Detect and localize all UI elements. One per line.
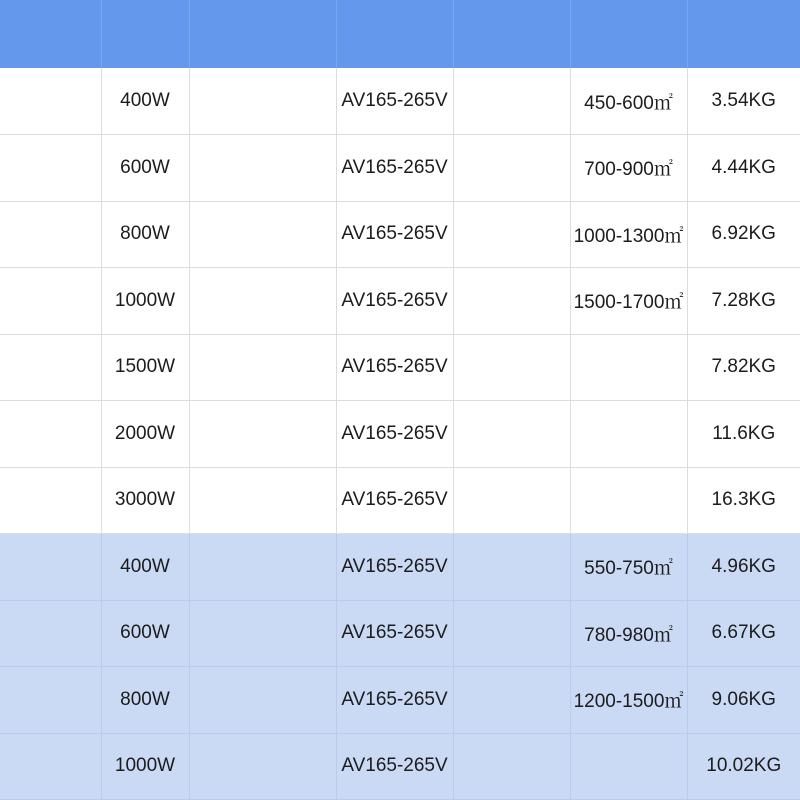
col3-cell (189, 667, 336, 734)
col5-cell (453, 135, 570, 202)
model-cell (0, 401, 101, 468)
weight-cell: 4.96KG (687, 534, 800, 601)
power-cell: 600W (101, 135, 189, 202)
area-cell: 1200-1500㎡ (570, 667, 687, 734)
area-cell (570, 401, 687, 468)
weight-cell: 16.3KG (687, 467, 800, 534)
col3-cell (189, 334, 336, 401)
area-cell: 1500-1700㎡ (570, 268, 687, 335)
voltage-cell: AV165-265V (336, 600, 453, 667)
voltage-cell: AV165-265V (336, 68, 453, 135)
header-col5 (453, 0, 570, 68)
table-row (0, 467, 800, 534)
power-cell: 400W (101, 534, 189, 601)
model-cell (0, 467, 101, 534)
weight-cell: 10.02KG (687, 733, 800, 800)
col5-cell (453, 201, 570, 268)
power-cell: 3000W (101, 467, 189, 534)
power-cell: 800W (101, 201, 189, 268)
col3-cell (189, 135, 336, 202)
power-cell: 1000W (101, 268, 189, 335)
col5-cell (453, 600, 570, 667)
table-row (0, 334, 800, 401)
col5-cell (453, 68, 570, 135)
model-cell (0, 334, 101, 401)
model-cell (0, 68, 101, 135)
weight-cell: 11.6KG (687, 401, 800, 468)
col3-cell (189, 733, 336, 800)
voltage-cell: AV165-265V (336, 534, 453, 601)
area-cell: 550-750㎡ (570, 534, 687, 601)
power-cell: 800W (101, 667, 189, 734)
power-cell: 1000W (101, 733, 189, 800)
header-power (101, 0, 189, 68)
area-cell (570, 334, 687, 401)
voltage-cell: AV165-265V (336, 401, 453, 468)
voltage-cell: AV165-265V (336, 268, 453, 335)
table-body (0, 68, 800, 800)
power-cell: 1500W (101, 334, 189, 401)
table-row (0, 401, 800, 468)
voltage-cell: AV165-265V (336, 334, 453, 401)
col5-cell (453, 667, 570, 734)
table-row (0, 268, 800, 335)
voltage-cell: AV165-265V (336, 201, 453, 268)
table-row (0, 667, 800, 734)
col5-cell (453, 334, 570, 401)
model-cell (0, 600, 101, 667)
area-cell (570, 467, 687, 534)
header-col3 (189, 0, 336, 68)
col3-cell (189, 201, 336, 268)
header-row (0, 0, 800, 68)
header-voltage (336, 0, 453, 68)
header-model (0, 0, 101, 68)
model-cell (0, 135, 101, 202)
col5-cell (453, 268, 570, 335)
table-row (0, 68, 800, 135)
voltage-cell: AV165-265V (336, 667, 453, 734)
col3-cell (189, 268, 336, 335)
voltage-cell: AV165-265V (336, 467, 453, 534)
col3-cell (189, 467, 336, 534)
weight-cell: 6.67KG (687, 600, 800, 667)
table-row (0, 534, 800, 601)
voltage-cell: AV165-265V (336, 135, 453, 202)
power-cell: 2000W (101, 401, 189, 468)
model-cell (0, 534, 101, 601)
table-row (0, 600, 800, 667)
area-cell: 1000-1300㎡ (570, 201, 687, 268)
weight-cell: 3.54KG (687, 68, 800, 135)
col3-cell (189, 600, 336, 667)
col3-cell (189, 68, 336, 135)
col3-cell (189, 534, 336, 601)
weight-cell: 7.82KG (687, 334, 800, 401)
header-weight (687, 0, 800, 68)
col5-cell (453, 534, 570, 601)
table-row (0, 135, 800, 202)
voltage-cell: AV165-265V (336, 733, 453, 800)
power-cell: 600W (101, 600, 189, 667)
weight-cell: 9.06KG (687, 667, 800, 734)
weight-cell: 6.92KG (687, 201, 800, 268)
area-cell (570, 733, 687, 800)
weight-cell: 7.28KG (687, 268, 800, 335)
col5-cell (453, 733, 570, 800)
area-cell: 450-600㎡ (570, 68, 687, 135)
header-area (570, 0, 687, 68)
col3-cell (189, 401, 336, 468)
table-row (0, 733, 800, 800)
model-cell (0, 733, 101, 800)
table-row (0, 201, 800, 268)
area-cell: 700-900㎡ (570, 135, 687, 202)
model-cell (0, 201, 101, 268)
power-cell: 400W (101, 68, 189, 135)
model-cell (0, 268, 101, 335)
area-cell: 780-980㎡ (570, 600, 687, 667)
col5-cell (453, 467, 570, 534)
weight-cell: 4.44KG (687, 135, 800, 202)
col5-cell (453, 401, 570, 468)
model-cell (0, 667, 101, 734)
